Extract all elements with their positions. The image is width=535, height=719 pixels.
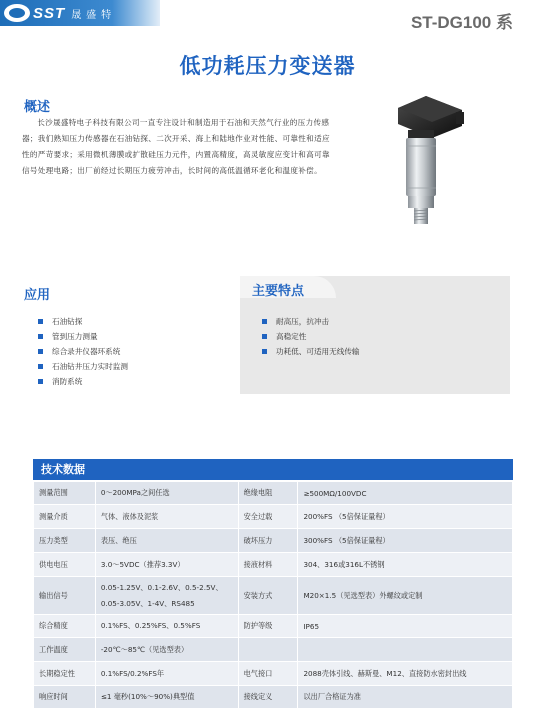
spec-label: 绝缘电阻 bbox=[238, 482, 298, 505]
brand-bar bbox=[0, 0, 160, 26]
pressure-transmitter-image bbox=[370, 90, 470, 230]
spec-value: 表压、绝压 bbox=[95, 529, 238, 553]
list-item: 综合录井仪器环系统 bbox=[38, 344, 128, 359]
table-row bbox=[34, 686, 513, 709]
spec-value: 0.1%FS、0.25%FS、0.5%FS bbox=[95, 615, 238, 638]
spec-label: 输出信号 bbox=[34, 577, 96, 615]
spec-value: 0～200MPa之间任选 bbox=[95, 482, 238, 505]
spec-value: 200%FS （5倍保证量程） bbox=[298, 505, 513, 529]
list-item: 管到压力测量 bbox=[38, 329, 128, 344]
spec-value: 2088壳体引线、赫斯曼、M12、直接防水密封出线 bbox=[298, 662, 513, 686]
overview-text: 长沙晟盛特电子科技有限公司一直专注设计和制造用于石油和天然气行业的压力传感器；我们熟知压力传感器在石油钻探、二次开采、海上和陆地作业对性能、可靠性和适应性的严苛要求；采用微机薄膜或扩散硅压力元件，内置高精度，高灵敏度应变计和高可靠信号处理电路；出厂前经过长期压力疲劳冲击，长时间的高低温循环老化和温度补偿。 bbox=[22, 118, 330, 175]
table-row bbox=[34, 505, 513, 529]
page-header bbox=[0, 0, 535, 32]
spec-label bbox=[238, 638, 298, 662]
logo-mark-icon bbox=[4, 4, 30, 22]
spec-value: ≥500MΩ/100VDC bbox=[298, 482, 513, 505]
spec-value: 3.0～5VDC（推荐3.3V） bbox=[95, 553, 238, 577]
table-row bbox=[34, 615, 513, 638]
table-row bbox=[34, 529, 513, 553]
table-row bbox=[34, 482, 513, 505]
spec-label: 长期稳定性 bbox=[34, 662, 96, 686]
features-list bbox=[262, 314, 360, 359]
list-item: 功耗低、可适用无线传输 bbox=[262, 344, 360, 359]
spec-label: 测量范围 bbox=[34, 482, 96, 505]
table-row bbox=[34, 577, 513, 615]
series-label: ST-DG100 系 bbox=[410, 13, 513, 32]
spec-value: 0.05-1.25V、0.1-2.6V、0.5-2.5V、 0.05-3.05V、1-4V、RS485 bbox=[95, 577, 238, 615]
list-item: 高稳定性 bbox=[262, 329, 360, 344]
spec-label: 接液材料 bbox=[238, 553, 298, 577]
page-title: 低功耗压力变送器 bbox=[179, 54, 356, 78]
spec-label: 安全过载 bbox=[238, 505, 298, 529]
spec-value: 0.1%FS/0.2%FS年 bbox=[95, 662, 238, 686]
spec-value: 304、316或316L不锈钢 bbox=[298, 553, 513, 577]
spec-label: 供电电压 bbox=[34, 553, 96, 577]
list-item: 消防系统 bbox=[38, 374, 128, 389]
spec-label: 接线定义 bbox=[238, 686, 298, 709]
application-list bbox=[38, 314, 128, 389]
spec-label: 响应时间 bbox=[34, 686, 96, 709]
spec-label: 防护等级 bbox=[238, 615, 298, 638]
spec-value: ≤1 毫秒(10%～90%)典型值 bbox=[95, 686, 238, 709]
list-item: 石油钻探 bbox=[38, 314, 128, 329]
company-logo bbox=[4, 3, 116, 23]
spec-table-heading: 技术数据 bbox=[33, 459, 513, 480]
spec-label: 电气接口 bbox=[238, 662, 298, 686]
table-row bbox=[34, 553, 513, 577]
spec-label: 测量介质 bbox=[34, 505, 96, 529]
spec-value: IP65 bbox=[298, 615, 513, 638]
spec-value bbox=[298, 638, 513, 662]
table-row bbox=[34, 662, 513, 686]
spec-label: 安装方式 bbox=[238, 577, 298, 615]
spec-label: 压力类型 bbox=[34, 529, 96, 553]
list-item: 石油钻井压力实时监测 bbox=[38, 359, 128, 374]
spec-label: 工作温度 bbox=[34, 638, 96, 662]
application-heading: 应用 bbox=[24, 288, 51, 303]
features-heading: 主要特点 bbox=[252, 284, 305, 299]
spec-value: 以出厂合格证为准 bbox=[298, 686, 513, 709]
spec-table bbox=[33, 481, 513, 709]
logo-chinese-name: 晟盛特 bbox=[71, 9, 117, 21]
table-row bbox=[34, 638, 513, 662]
spec-value: 300%FS （5倍保证量程） bbox=[298, 529, 513, 553]
spec-value: 气体、液体及泥浆 bbox=[95, 505, 238, 529]
spec-value: -20℃～85℃（见选型表） bbox=[95, 638, 238, 662]
spec-label: 破坏压力 bbox=[238, 529, 298, 553]
logo-text: SST bbox=[33, 4, 66, 22]
overview-heading: 概述 bbox=[24, 100, 51, 115]
list-item: 耐高压，抗冲击 bbox=[262, 314, 360, 329]
spec-value: M20×1.5（见选型表）外螺纹或定制 bbox=[298, 577, 513, 615]
spec-label: 综合精度 bbox=[34, 615, 96, 638]
